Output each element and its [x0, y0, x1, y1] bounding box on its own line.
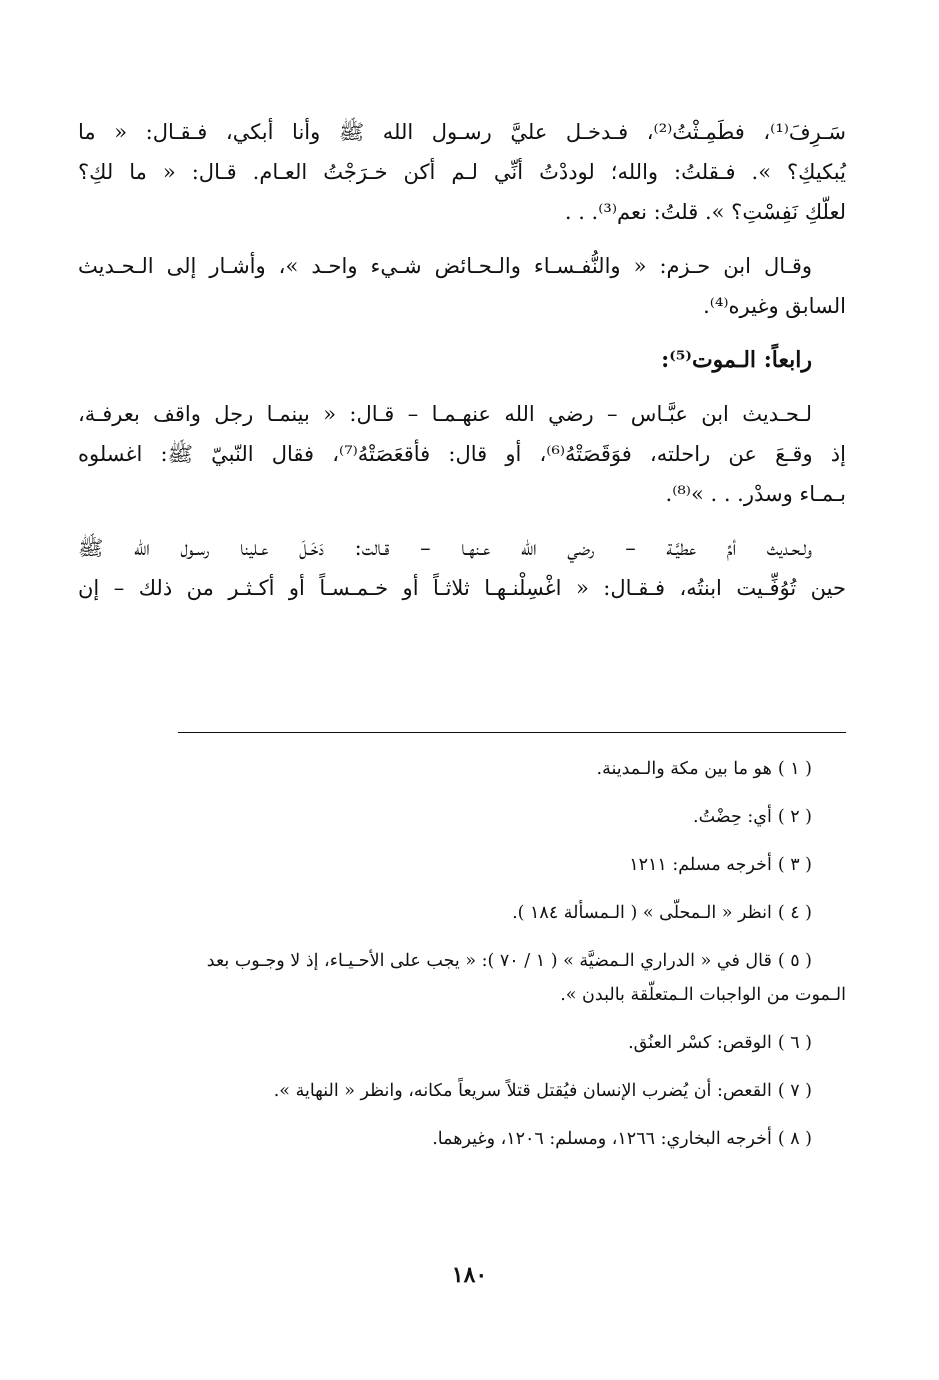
text-line: لـحـديث ابن عبَّـاس – رضي الله عنهـمـا – قـال: « بينمـا رجل واقف بعرفـة،	[78, 402, 812, 426]
paragraph-ibn-hazm	[78, 246, 846, 326]
text-line: السابق وغيره⁽⁴⁾.	[703, 294, 846, 318]
page-number: ١٨٠	[451, 1262, 488, 1288]
paragraph-hadith-ibn-abbas	[78, 394, 846, 514]
footnote-separator	[178, 732, 846, 733]
text-line: بـمـاء وسدْر. . . »⁽⁸⁾.	[665, 482, 846, 506]
footnote-4: ( ٤ )انظر « الـمحلّى » ( الـمسألة ١٨٤ ).	[512, 903, 812, 923]
text-line: إذ وقـعَ عن راحلته، فوَقَصَتْهُ⁽⁶⁾، أو قال: فأقعَصَتْهُ⁽⁷⁾، فقال النّبيّ ﷺ: اغسلوه	[78, 442, 846, 466]
footnote-1: ( ١ )هو ما بين مكة والـمدينة.	[596, 759, 812, 779]
footnote-3: ( ٣ )أخرجه مسلم: ١٢١١	[629, 855, 812, 875]
footnote-6: ( ٦ )الوقص: كسْر العنُق.	[628, 1033, 812, 1053]
text-line: وقـال ابن حـزم: « والنُّفـسـاء والـحـائض شـيء واحـد »، وأشـار إلى الـحـديث	[78, 254, 812, 278]
text-line: حين تُوُفِّـيت ابنتُه، فـقـال: « اغْسِلْنـهـا ثلاثـاً أو خـمـسـاً أو أكـثـر من ذلك – إن	[78, 576, 846, 600]
paragraph-hadith-aisha	[78, 112, 846, 232]
footnotes	[78, 752, 846, 1170]
footnote-2: ( ٢ )أي: حِضْتُ.	[693, 807, 812, 827]
footnote-5: ( ٥ )قال في « الدراري الـمضيَّة » ( ١ / ٧٠ ): « يجب على الأحـيـاء، إذ لا وجـوب بعد الـموت من الواجبات الـمتعلّقة بالبدن ».	[206, 951, 846, 1005]
text-line: ولـحـديث أمِّ عطيَّـة – رضي الله عـنهـا – قـالت: دَخَـلَ عـلينا رسـول الله ﷺ	[78, 536, 812, 560]
text-line: لعلّكِ نَفِسْتِ؟ ». قلتُ: نعم⁽³⁾. . .	[564, 200, 846, 224]
paragraph-hadith-umm-atiyya	[78, 528, 846, 608]
text-line: يُبكيكِ؟ ». فـقلتُ: والله؛ لوددْتُ أنِّي لـم أكن خـرَجْتُ العـام. قـال: « ما لكِ؟	[78, 160, 846, 184]
page-body	[78, 112, 846, 1312]
text-line: سَـرِفَ⁽¹⁾، فطَمِـثْتُ⁽²⁾، فـدخـل عليَّ رسـول الله ﷺ وأنا أبكي، فـقـال: « ما	[78, 120, 846, 144]
section-heading: رابعاً: الـموت⁽⁵⁾:	[661, 347, 812, 373]
footnote-8: ( ٨ )أخرجه البخاري: ١٢٦٦، ومسلم: ١٢٠٦، وغيرهما.	[432, 1129, 812, 1149]
footnote-7: ( ٧ )القعص: أن يُضرب الإنسان فيُقتل قتلاً سريعاً مكانه، وانظر « النهاية ».	[273, 1081, 812, 1101]
